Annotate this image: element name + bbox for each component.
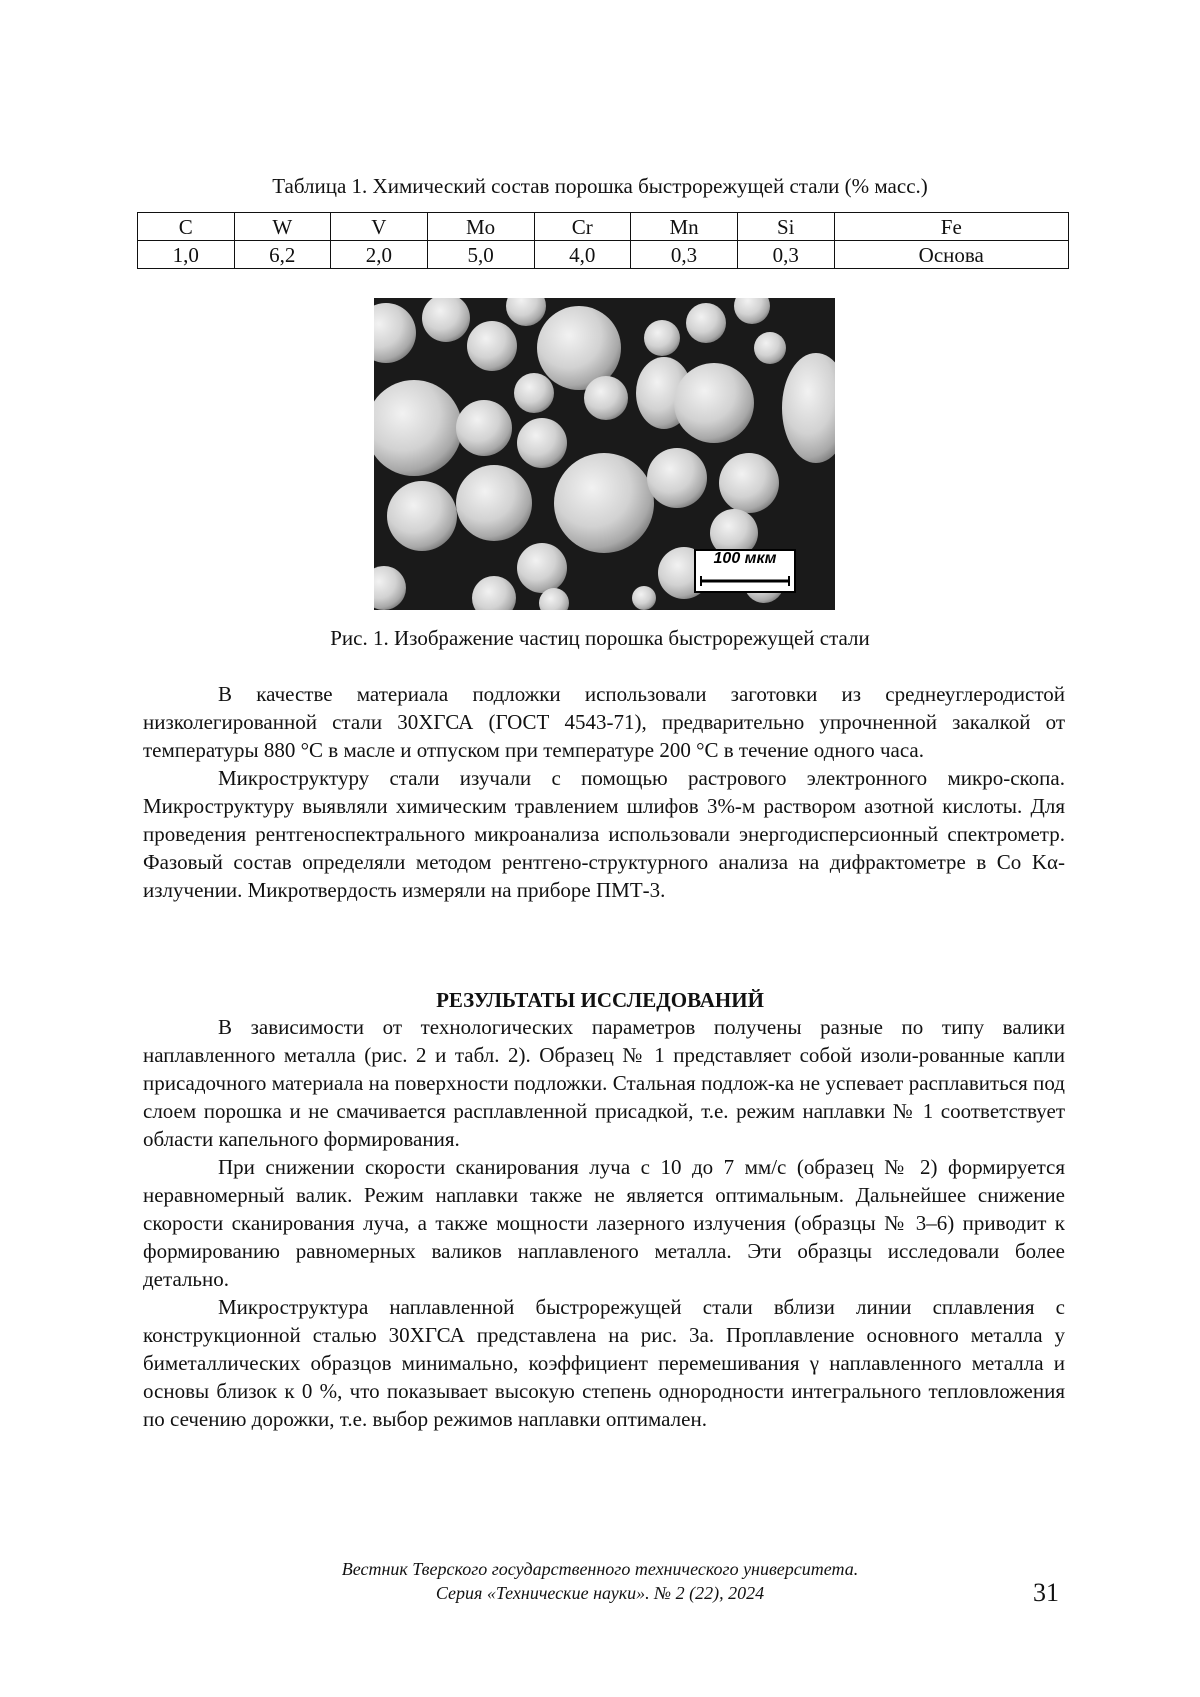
figure-caption: Рис. 1. Изображение частиц порошка быстрорежущей стали bbox=[0, 625, 1200, 651]
paragraph: В зависимости от технологических параметров получены разные по типу валики наплавленного металла (рис. 2 и табл. 2). Образец № 1 представляет собой изоли-­рованные капли присадочного материала на поверхности подложки. Стальная подлож-­ка не успевает расплавиться под слоем порошка и не смачивается расплавленной присадкой, т.е. режим наплавки № 1 соответствует области капельного формирования. bbox=[143, 1013, 1065, 1153]
table-caption: Таблица 1. Химический состав порошка быстрорежущей стали (% масс.) bbox=[0, 173, 1200, 199]
table-header-row bbox=[138, 213, 1069, 241]
table-header-cell: Cr bbox=[534, 213, 631, 241]
footer-journal-name: Вестник Тверского государственного технического университета. bbox=[0, 1557, 1200, 1581]
table-cell: 6,2 bbox=[234, 241, 331, 269]
chemical-composition-table bbox=[137, 212, 1069, 269]
table-header-cell: Fe bbox=[834, 213, 1068, 241]
table-header-cell: Si bbox=[738, 213, 835, 241]
paragraph: Микроструктура наплавленной быстрорежущей стали вблизи линии сплавления с конструкционной сталью 30ХГСА представлена на рис. 3а. Проплавление основного металла у биметаллических образцов минимально, коэффициент перемешивания γ наплавленного металла и основы близок к 0 %, что показывает высокую степень однородности интегрального тепловложения по сечению дорожки, т.е. выбор режимов наплавки оптимален. bbox=[143, 1293, 1065, 1433]
table-cell: 5,0 bbox=[427, 241, 534, 269]
paragraph: Микроструктуру стали изучали с помощью растрового электронного микро-­скопа. Микроструктуру выявляли химическим травлением шлифов 3%-м раствором азотной кислоты. Для проведения рентгеноспектрального микроанализа использовали энергодисперсионный спектрометр. Фазовый состав определяли методом рентгено-­структурного анализа на дифрактометре в Co Kα-излучении. Микротвердость измеряли на приборе ПМТ-3. bbox=[143, 764, 1065, 904]
table-cell: 0,3 bbox=[738, 241, 835, 269]
table-cell: 0,3 bbox=[631, 241, 738, 269]
table-cell: 2,0 bbox=[331, 241, 428, 269]
table-header-cell: C bbox=[138, 213, 235, 241]
section-heading: РЕЗУЛЬТАТЫ ИССЛЕДОВАНИЙ bbox=[0, 987, 1200, 1013]
table-cell: 4,0 bbox=[534, 241, 631, 269]
page-number: 31 bbox=[1033, 1578, 1059, 1608]
paragraph: В качестве материала подложки использовали заготовки из среднеуглеродистой низколегированной стали 30ХГСА (ГОСТ 4543-71), предварительно упрочненной закалкой от температуры 880 °С в масле и отпуском при температуре 200 °С в течение одного часа. bbox=[143, 680, 1065, 764]
powder-particles-micrograph bbox=[374, 298, 835, 610]
table-header-cell: Mo bbox=[427, 213, 534, 241]
methods-section bbox=[143, 680, 1065, 904]
table-cell: Основа bbox=[834, 241, 1068, 269]
table-row bbox=[138, 241, 1069, 269]
table-cell: 1,0 bbox=[138, 241, 235, 269]
table-header-cell: V bbox=[331, 213, 428, 241]
scale-bar bbox=[695, 550, 795, 592]
scale-bar-label: 100 мкм bbox=[714, 550, 777, 567]
journal-footer bbox=[0, 1557, 1200, 1605]
results-section bbox=[143, 1013, 1065, 1433]
footer-series: Серия «Технические науки». № 2 (22), 2024 bbox=[0, 1581, 1200, 1605]
paragraph: При снижении скорости сканирования луча с 10 до 7 мм/с (образец № 2) формируется неравномерный валик. Режим наплавки также не является оптимальным. Дальнейшее снижение скорости сканирования луча, а также мощности лазерного излучения (образцы № 3–6) приводит к формированию равномерных валиков наплавленого металла. Эти образцы исследовали более детально. bbox=[143, 1153, 1065, 1293]
table-header-cell: Mn bbox=[631, 213, 738, 241]
table-header-cell: W bbox=[234, 213, 331, 241]
